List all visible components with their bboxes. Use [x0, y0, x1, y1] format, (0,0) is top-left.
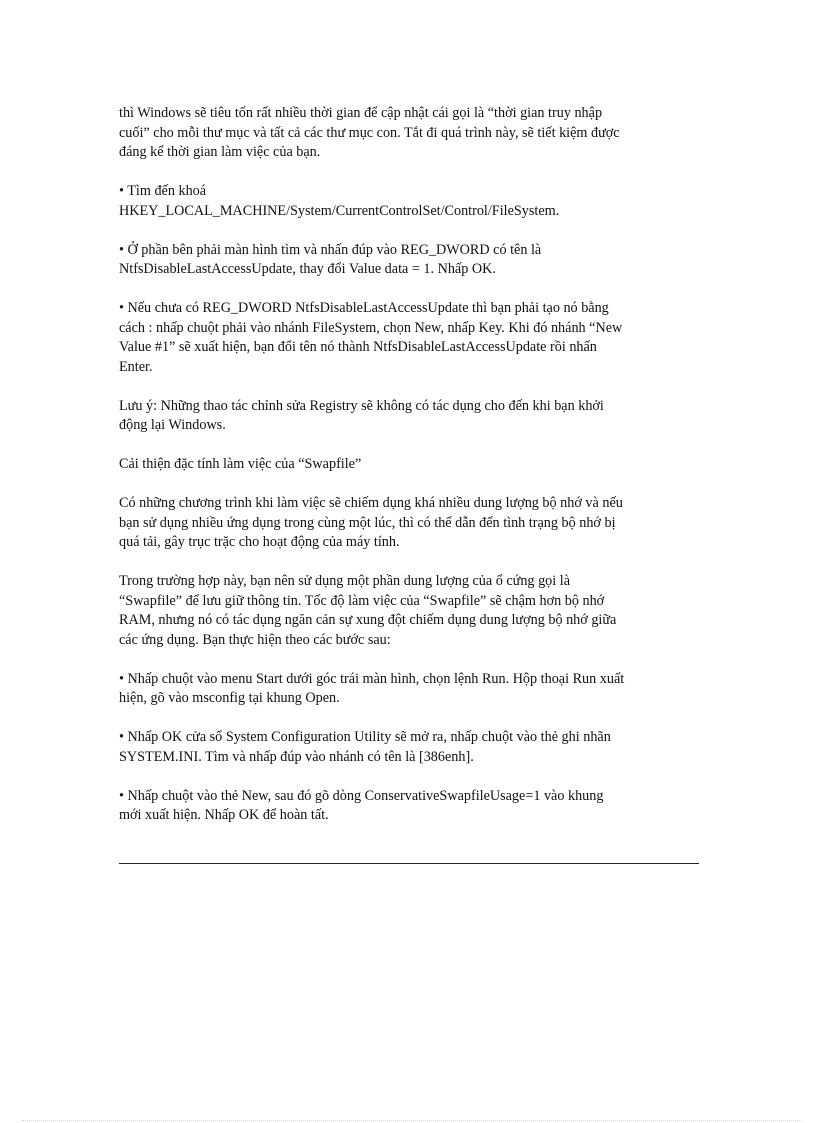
text-line: bạn sử dụng nhiều ứng dụng trong cùng một lúc, thì có thể dẫn đến tình trạng bộ nhớ bị [119, 514, 616, 531]
text-line: • Ở phần bên phải màn hình tìm và nhấn đúp vào REG_DWORD có tên là [119, 241, 542, 258]
text-line: Enter. [119, 358, 153, 375]
paragraph-intro [119, 104, 694, 163]
text-line: cuối” cho mỗi thư mục và tất cả các thư mục con. Tắt đi quá trình này, sẽ tiết kiệm được [119, 124, 620, 141]
note-paragraph [119, 397, 694, 436]
text-line: “Swapfile” để lưu giữ thông tin. Tốc độ làm việc của “Swapfile” sẽ chậm hơn bộ nhớ [119, 592, 605, 609]
bullet-system-ini [119, 728, 694, 767]
paragraph-swapfile-usage [119, 572, 694, 650]
bullet-edit-dword [119, 241, 694, 280]
text-line: Lưu ý: Những thao tác chỉnh sửa Registry sẽ không có tác dụng cho đến khi bạn khởi [119, 397, 604, 414]
text-line: NtfsDisableLastAccessUpdate, thay đổi Value data = 1. Nhấp OK. [119, 261, 496, 277]
text-line: • Nhấp chuột vào menu Start dưới góc trái màn hình, chọn lệnh Run. Hộp thoại Run xuất [119, 670, 625, 687]
section-heading-swapfile [119, 455, 694, 475]
bullet-conservative-swapfile [119, 787, 694, 826]
registry-path: HKEY_LOCAL_MACHINE/System/CurrentControlSet/Control/FileSystem. [119, 202, 560, 219]
text-line: • Nhấp chuột vào thẻ New, sau đó gõ dòng ConservativeSwapfileUsage=1 vào khung [119, 787, 604, 804]
text-line: • Nếu chưa có REG_DWORD NtfsDisableLastAccessUpdate thì bạn phải tạo nó bằng [119, 300, 609, 316]
text-line: Trong trường hợp này, bạn nên sử dụng một phần dung lượng của ổ cứng gọi là [119, 573, 570, 589]
text-line: • Nhấp OK cửa sổ System Configuration Utility sẽ mở ra, nhấp chuột vào thẻ ghi nhãn [119, 729, 611, 745]
bullet-create-dword [119, 299, 694, 377]
bullet-find-key [119, 182, 694, 221]
text-line: RAM, nhưng nó có tác dụng ngăn cản sự xung đột chiếm dụng dung lượng bộ nhớ giữa [119, 612, 617, 628]
text-line: động lại Windows. [119, 417, 226, 433]
text-line: quá tải, gây trục trặc cho hoạt động của máy tính. [119, 534, 400, 550]
page-bottom-border [22, 1120, 802, 1121]
text-line: Cải thiện đặc tính làm việc của “Swapfile” [119, 456, 362, 472]
text-line: SYSTEM.INI. Tìm và nhấp đúp vào nhánh có tên là [386enh]. [119, 748, 474, 765]
text-line: thì Windows sẽ tiêu tốn rất nhiều thời gian để cập nhật cái gọi là “thời gian truy nhập [119, 105, 603, 121]
bullet-run-msconfig [119, 670, 694, 709]
text-line: đáng kể thời gian làm việc của bạn. [119, 144, 321, 160]
text-line: mới xuất hiện. Nhấp OK để hoàn tất. [119, 807, 329, 823]
paragraph-memory-usage [119, 494, 694, 553]
document-body [119, 104, 694, 845]
text-line: cách : nhấp chuột phải vào nhánh FileSystem, chọn New, nhấp Key. Khi đó nhánh “New [119, 319, 623, 336]
text-line: các ứng dụng. Bạn thực hiện theo các bước sau: [119, 631, 391, 648]
horizontal-divider [119, 863, 699, 864]
text-line: hiện, gõ vào msconfig tại khung Open. [119, 690, 340, 706]
text-line: Có những chương trình khi làm việc sẽ chiếm dụng khá nhiều dung lượng bộ nhớ và nếu [119, 495, 623, 511]
text-line: Value #1” sẽ xuất hiện, bạn đổi tên nó thành NtfsDisableLastAccessUpdate rồi nhấn [119, 339, 597, 355]
text-line: • Tìm đến khoá [119, 183, 207, 199]
